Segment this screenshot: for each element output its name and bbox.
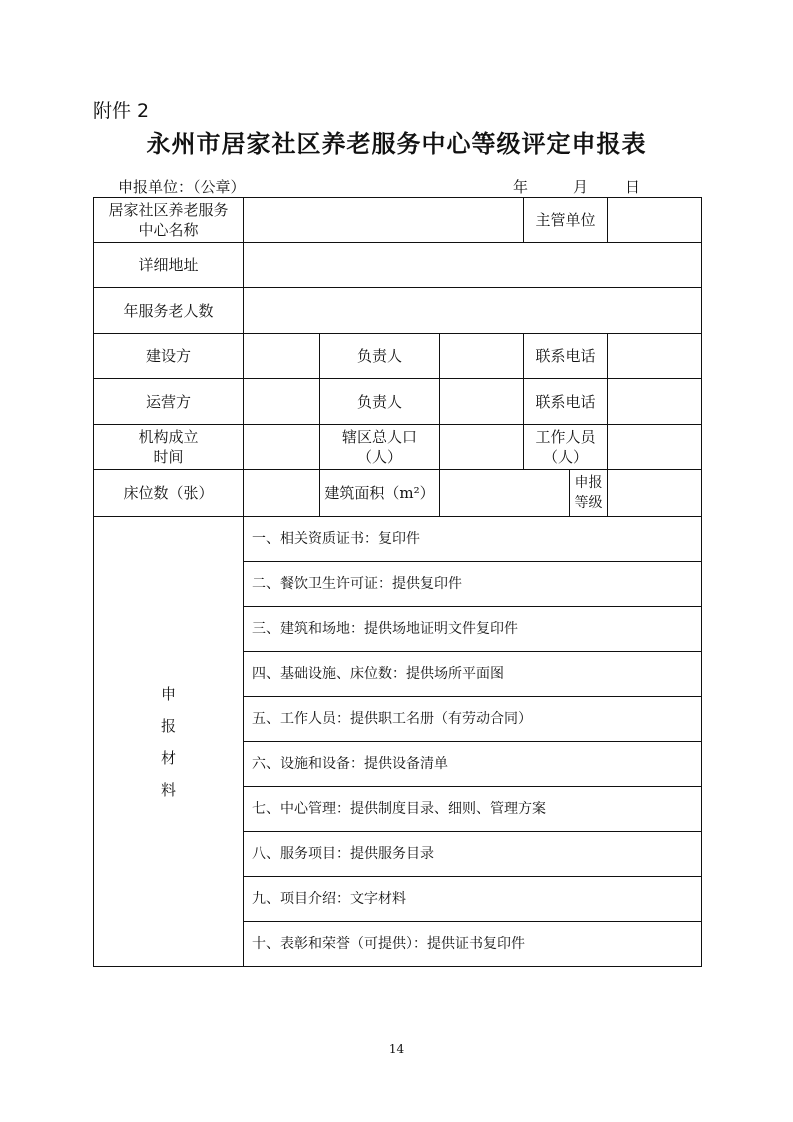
- center-name-field[interactable]: [244, 198, 524, 243]
- annual-elderly-label: 年服务老人数: [94, 288, 244, 334]
- supervisor-label: 主管单位: [524, 198, 608, 243]
- material-item: 九、项目介绍：文字材料: [244, 877, 702, 922]
- application-form-table: [93, 197, 702, 967]
- year-label: 年: [513, 178, 529, 196]
- operator-phone-field[interactable]: [608, 379, 702, 425]
- operator-person-field[interactable]: [440, 379, 524, 425]
- supervisor-field[interactable]: [608, 198, 702, 243]
- beds-label: 床位数（张）: [94, 470, 244, 517]
- operator-field[interactable]: [244, 379, 320, 425]
- material-item: 四、基础设施、床位数：提供场所平面图: [244, 652, 702, 697]
- builder-field[interactable]: [244, 334, 320, 379]
- apply-level-label: 申报等级: [570, 470, 608, 517]
- building-area-field[interactable]: [440, 470, 570, 517]
- annual-elderly-field[interactable]: [244, 288, 702, 334]
- staff-field[interactable]: [608, 425, 702, 470]
- staff-label: 工作人员 （人）: [524, 425, 608, 470]
- material-item: 八、服务项目：提供服务目录: [244, 832, 702, 877]
- attachment-label: 附件 2: [93, 100, 150, 122]
- address-label: 详细地址: [94, 243, 244, 288]
- material-item: 一、相关资质证书：复印件: [244, 517, 702, 562]
- builder-person-label: 负责人: [320, 334, 440, 379]
- district-population-label: 辖区总人口 （人）: [320, 425, 440, 470]
- builder-phone-label: 联系电话: [524, 334, 608, 379]
- page-title: 永州市居家社区养老服务中心等级评定申报表: [146, 129, 647, 158]
- material-item: 七、中心管理：提供制度目录、细则、管理方案: [244, 787, 702, 832]
- operator-person-label: 负责人: [320, 379, 440, 425]
- operator-label: 运营方: [94, 379, 244, 425]
- address-field[interactable]: [244, 243, 702, 288]
- building-area-label: 建筑面积（m²）: [320, 470, 440, 517]
- material-item: 三、建筑和场地：提供场地证明文件复印件: [244, 607, 702, 652]
- founded-time-field[interactable]: [244, 425, 320, 470]
- beds-field[interactable]: [244, 470, 320, 517]
- builder-person-field[interactable]: [440, 334, 524, 379]
- center-name-label: 居家社区养老服务 中心名称: [94, 198, 244, 243]
- day-label: 日: [625, 178, 641, 196]
- material-item: 二、餐饮卫生许可证：提供复印件: [244, 562, 702, 607]
- material-item: 六、设施和设备：提供设备清单: [244, 742, 702, 787]
- builder-phone-field[interactable]: [608, 334, 702, 379]
- unit-label: 申报单位：（公章）: [118, 178, 246, 196]
- material-item: 十、表彰和荣誉（可提供）：提供证书复印件: [244, 922, 702, 967]
- operator-phone-label: 联系电话: [524, 379, 608, 425]
- material-item: 五、工作人员：提供职工名册（有劳动合同）: [244, 697, 702, 742]
- district-population-field[interactable]: [440, 425, 524, 470]
- founded-time-label: 机构成立 时间: [94, 425, 244, 470]
- page-number: 14: [388, 1042, 405, 1056]
- builder-label: 建设方: [94, 334, 244, 379]
- materials-label: 申 报 材 料: [94, 517, 244, 967]
- apply-level-field[interactable]: [608, 470, 702, 517]
- month-label: 月: [573, 178, 589, 196]
